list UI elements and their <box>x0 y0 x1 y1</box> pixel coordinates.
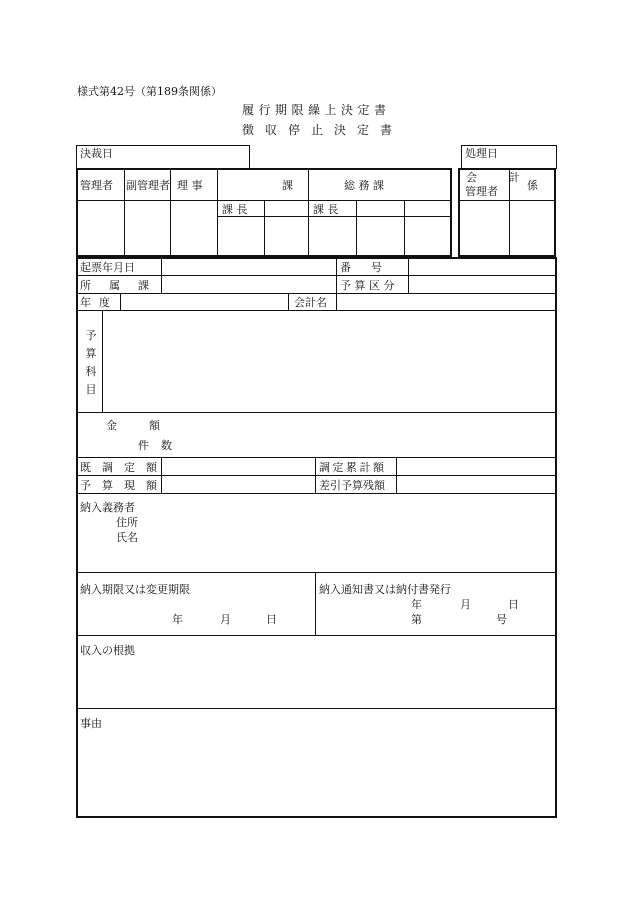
name-label: 氏名 <box>116 531 138 544</box>
document-title-1: 履行期限繰上決定書 <box>242 103 391 117</box>
accounting-manager-label-1: 会 計 <box>466 171 534 184</box>
budget-item-label: 予 算 科 目 <box>85 329 97 396</box>
clerk-label: 係 <box>527 179 538 192</box>
count-label: 件数 <box>138 439 184 452</box>
section-chief-1: 課 長 <box>222 203 248 216</box>
notice-month: 月 <box>460 598 471 611</box>
department-label: 所属課 <box>80 279 167 292</box>
approver-section: 課 <box>282 179 293 192</box>
notice-dai: 第 <box>411 613 422 626</box>
deadline-month: 月 <box>220 613 231 626</box>
existing-assessment-label: 既調定額 <box>80 461 168 474</box>
notice-day: 日 <box>508 598 519 611</box>
main-form <box>76 257 557 818</box>
draft-date-label: 起票年月日 <box>80 261 135 274</box>
remaining-budget-label: 差引予算残額 <box>319 479 385 492</box>
number-label: 番号 <box>340 261 402 274</box>
deadline-year: 年 <box>172 613 183 626</box>
obligor-label: 納入義務者 <box>80 501 135 514</box>
deadline-day: 日 <box>266 613 277 626</box>
notice-year: 年 <box>411 598 422 611</box>
approver-general-affairs: 総 務 課 <box>344 179 384 192</box>
decision-date-label: 決裁日 <box>80 147 113 160</box>
amount-label: 金額 <box>106 419 192 432</box>
processing-date-label: 処理日 <box>465 147 498 160</box>
reason-label: 事由 <box>80 717 102 730</box>
approver-vice-manager: 副管理者 <box>126 179 170 192</box>
form-number: 様式第42号（第189条関係） <box>77 85 222 98</box>
section-chief-2: 課 長 <box>313 203 339 216</box>
notice-issued-label: 納入通知書又は納付書発行 <box>319 583 451 596</box>
accounting-manager-label-2: 管理者 <box>465 185 498 198</box>
current-budget-label: 予算現額 <box>80 479 168 492</box>
notice-go: 号 <box>496 613 507 626</box>
account-name-label: 会計名 <box>294 296 327 309</box>
address-label: 住所 <box>116 516 138 529</box>
approver-manager: 管理者 <box>80 179 113 192</box>
document-title-2: 徴収停止決定書 <box>242 123 404 137</box>
budget-category-label: 予算区分 <box>340 279 398 292</box>
cumulative-assessment-label: 調定累計額 <box>319 461 387 474</box>
income-basis-label: 収入の根拠 <box>80 644 135 657</box>
approver-director: 理 事 <box>177 179 203 192</box>
fiscal-year-label: 年度 <box>80 296 118 309</box>
payment-deadline-label: 納入期限又は変更期限 <box>80 583 190 596</box>
